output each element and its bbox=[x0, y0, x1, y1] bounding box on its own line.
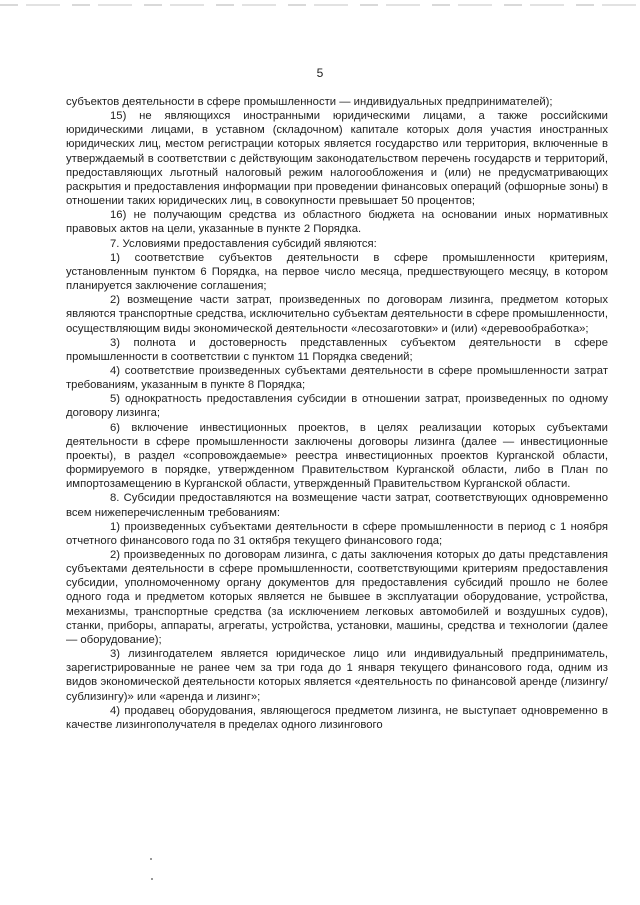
paragraph: 4) соответствие произведенных субъектами деятельности в сфере промышленности затрат требованиям, указанным в пункте 8 Порядка; bbox=[66, 364, 608, 392]
paragraph: 7. Условиями предоставления субсидий являются: bbox=[110, 237, 377, 250]
paragraph: 15) не являющихся иностранными юридическими лицами, а также российскими юридическими лицами, в уставном (складочном) капитале которых доля участия иностранных юридических лиц, местом регистрации которых является государство или территория, включенные в утверждаемый в соответствии с действующим законодательством перечень государств и территорий, предоставляющих льготный налоговый режим налогообложения и (или) не предусматривающих раскрытия и предоставления информации при проведении финансовых операций (офшорные зоны) в отношении таких юридических лиц, в совокупности превышает 50 процентов; bbox=[66, 110, 608, 208]
scan-speck bbox=[150, 858, 152, 860]
paragraph: 1) произведенных субъектами деятельности в сфере промышленности в период с 1 ноября отчетного финансового года по 31 октября текущего финансового года; bbox=[66, 520, 608, 547]
paragraph: 3) полнота и достоверность представленных субъектом деятельности в сфере промышленности в соответствии с пунктом 11 Порядка сведений; bbox=[66, 336, 608, 363]
scan-speck bbox=[151, 878, 153, 880]
paragraph: 2) возмещение части затрат, произведенных по договорам лизинга, предметом которых являются транспортные средства, исключительно субъектам деятельности в сфере промышленности, осуществляющим виды экономической деятельности «лесозаготовки» и (или) «деревообработка»; bbox=[66, 294, 608, 335]
paragraph: субъектов деятельности в сфере промышленности — индивидуальных предпринимателей); bbox=[66, 96, 553, 108]
paragraph: 5) однократность предоставления субсидии в отношении затрат, произведенных по одному договору лизинга; bbox=[66, 393, 608, 420]
paragraph: 4) продавец оборудования, являющегося предметом лизинга, не выступает одновременно в качестве лизингополучателя в пределах одного лизингового bbox=[66, 704, 608, 731]
document-body bbox=[66, 95, 608, 732]
paragraph: 2) произведенных по договорам лизинга, с даты заключения которых до даты представления субъектами деятельности в сфере промышленности, соответствующими критериям предоставления субсидии, уполномоченному органу документов для предоставления субсидий прошло не более одного года и предметом которых является не бывшее в эксплуатации оборудование, устройства, механизмы, транспортные средства (за исключением легковых автомобилей и воздушных судов), станки, приборы, аппараты, агрегаты, устройства, установки, машины, средства и технологии (далее — оборудование); bbox=[66, 549, 608, 646]
paragraph: 8. Субсидии предоставляются на возмещение части затрат, соответствующих одновременно всем нижеперечисленным требованиям: bbox=[66, 492, 608, 519]
scan-artifact bbox=[0, 4, 640, 6]
paragraph: 6) включение инвестиционных проектов, в целях реализации которых субъектами деятельности в сфере промышленности заключены договоры лизинга (далее — инвестиционные проекты), в раздел «сопровождаемые» реестра инвестиционных проектов Курганской области, формируемого в порядке, утвержденном Правительством Курганской области, либо в План по импортозамещению в Курганской области, утвержденный Правительством Курганской области. bbox=[66, 421, 608, 491]
paragraph: 3) лизингодателем является юридическое лицо или индивидуальный предприниматель, зарегистрированные не ранее чем за три года до 1 января текущего финансового года, одним из видов экономической деятельности которых является «деятельность по финансовой аренде (лизингу/сублизингу)» или «аренда и лизинг»; bbox=[66, 648, 608, 703]
paragraph: 16) не получающим средства из областного бюджета на основании иных нормативных правовых актов на цели, указанные в пункте 2 Порядка. bbox=[66, 209, 608, 236]
page-number: 5 bbox=[316, 66, 324, 80]
paragraph: 1) соответствие субъектов деятельности в сфере промышленности критериям, установленным пунктом 6 Порядка, на первое число месяца, предшествующего месяцу, в котором планируется заключение соглашения; bbox=[66, 251, 608, 293]
